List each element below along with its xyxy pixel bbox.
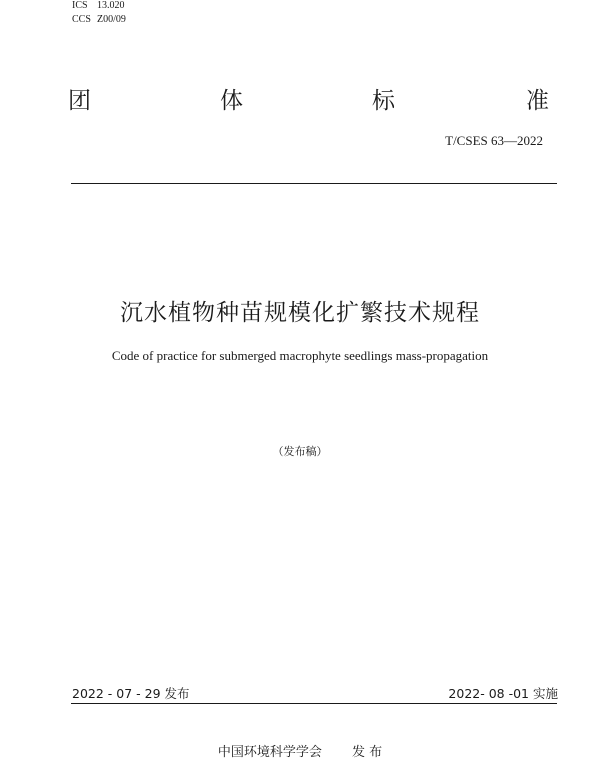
standard-type-char: 准 — [526, 88, 549, 114]
ccs-value: Z00/09 — [97, 14, 126, 25]
ics-code — [72, 0, 125, 12]
top-divider — [71, 183, 557, 184]
standard-type-char: 体 — [220, 88, 243, 114]
draft-status: （发布稿） — [272, 445, 328, 458]
publisher-organization: 中国环境科学学会 — [217, 745, 322, 760]
standard-type — [0, 86, 600, 116]
standard-type-char: 团 — [68, 88, 91, 114]
release-date: 2022 - 07 - 29 发布 — [72, 686, 190, 701]
ics-value: 13.020 — [97, 0, 125, 11]
bottom-divider — [71, 703, 557, 704]
ccs-label: CCS — [72, 14, 91, 25]
title-chinese: 沉水植物种苗规模化扩繁技术规程 — [120, 300, 480, 326]
implementation-date: 2022- 08 -01 实施 — [448, 686, 558, 701]
publisher — [0, 744, 600, 762]
publisher-action: 发 布 — [351, 745, 383, 760]
ccs-code — [72, 14, 126, 26]
standard-number: T/CSES 63—2022 — [445, 133, 543, 148]
standard-type-char: 标 — [372, 88, 395, 114]
ics-label: ICS — [72, 0, 88, 11]
title-english: Code of practice for submerged macrophyte seedlings mass-propagation — [111, 348, 489, 363]
